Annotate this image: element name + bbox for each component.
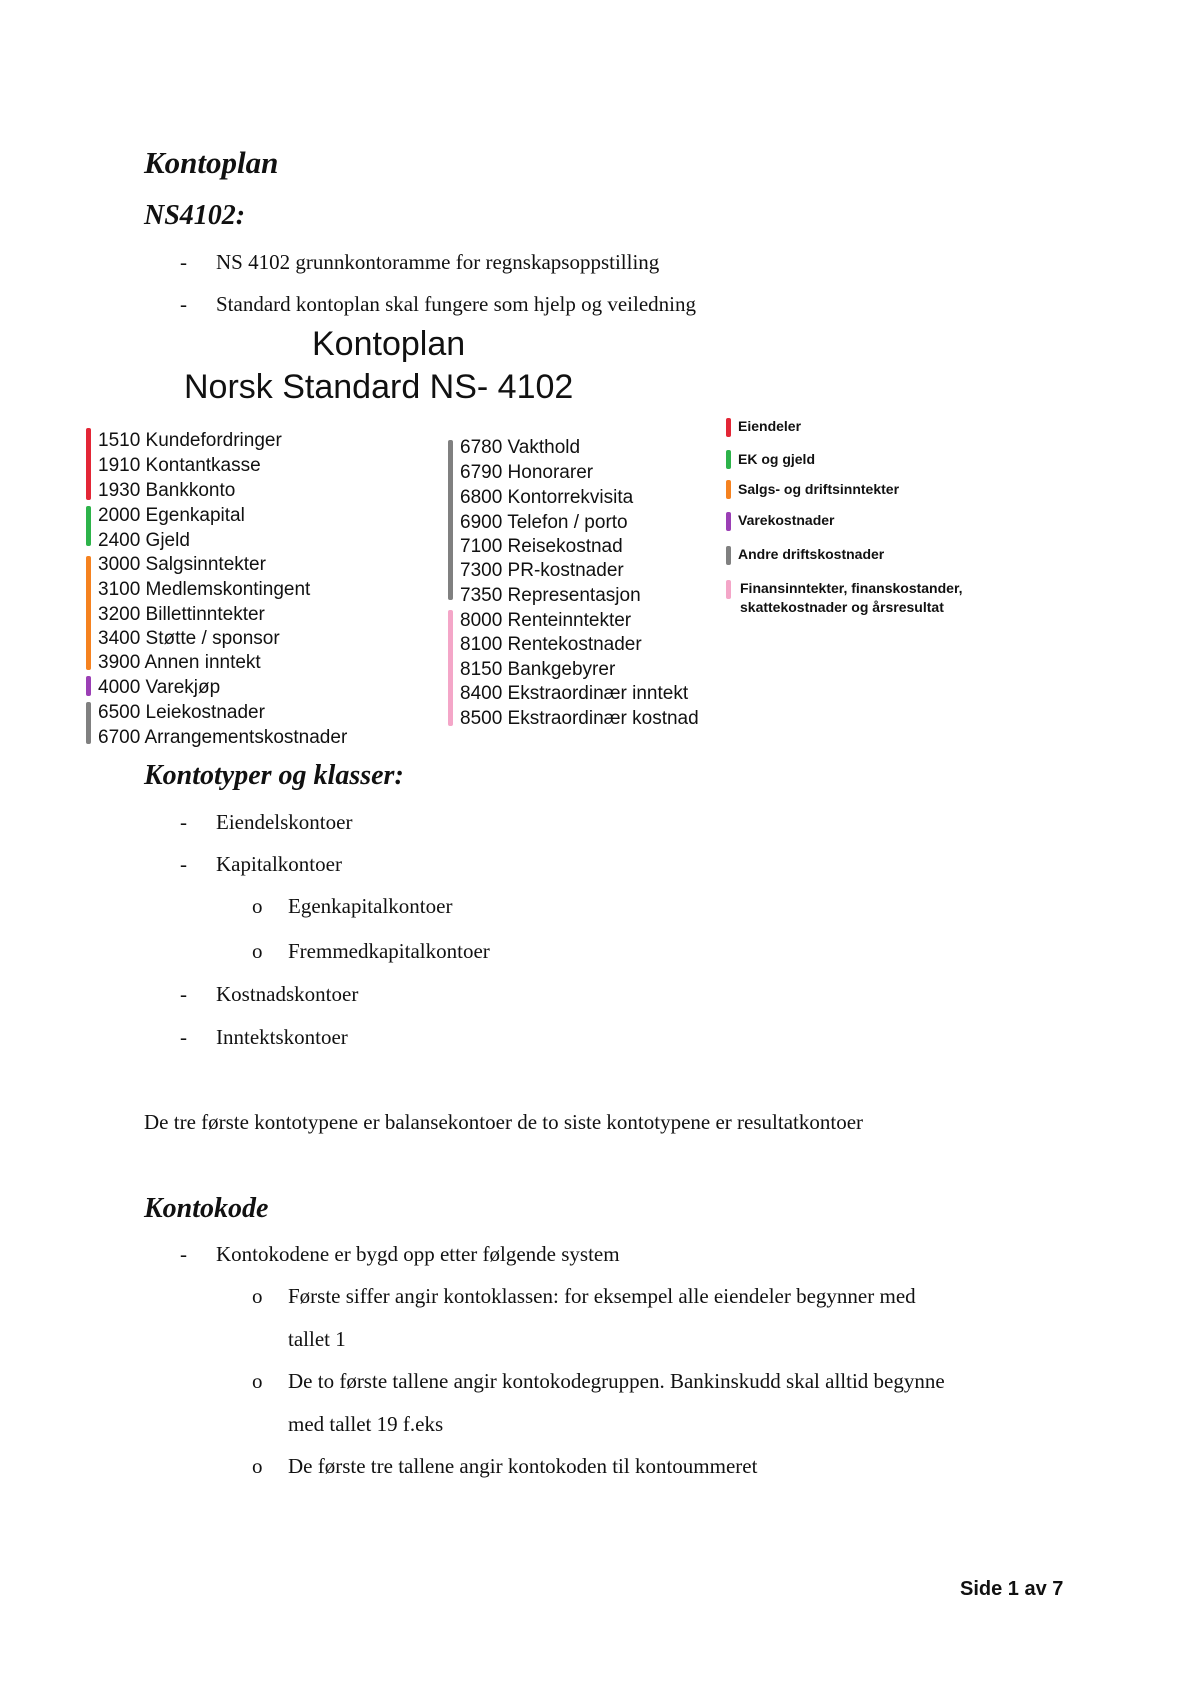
account-row: 1910 Kontantkasse bbox=[98, 455, 261, 476]
category-bar-ek-gjeld bbox=[86, 506, 91, 546]
sub-list-item-text: De første tre tallene angir kontokoden til kontoummeret bbox=[288, 1454, 758, 1478]
section-heading-kontokode: Kontokode bbox=[144, 1193, 269, 1224]
paragraph: De tre første kontotypene er balansekontoer de to siste kontotypene er resultatkontoer bbox=[144, 1110, 864, 1134]
legend-swatch bbox=[726, 546, 731, 565]
image-title: Kontoplan bbox=[312, 325, 466, 363]
dash-marker: - bbox=[180, 1025, 187, 1049]
dash-marker: - bbox=[180, 250, 187, 274]
legend-label: skattekostnader og årsresultat bbox=[740, 599, 944, 615]
legend-swatch bbox=[726, 580, 731, 599]
legend-swatch bbox=[726, 480, 731, 499]
account-row: 7300 PR-kostnader bbox=[460, 560, 624, 581]
list-item-text: Inntektskontoer bbox=[216, 1025, 348, 1049]
account-row: 3200 Billettinntekter bbox=[98, 604, 265, 625]
sub-list-item-text: Første siffer angir kontoklassen: for eksempel alle eiendeler begynner med bbox=[288, 1284, 916, 1308]
legend-swatch bbox=[726, 512, 731, 531]
account-row: 2400 Gjeld bbox=[98, 530, 190, 551]
dash-marker: - bbox=[180, 1242, 187, 1266]
account-row: 8000 Renteinntekter bbox=[460, 610, 632, 631]
section-heading-ns4102: NS4102: bbox=[144, 200, 246, 231]
dash-marker: - bbox=[180, 292, 187, 316]
sub-list-item-text: tallet 1 bbox=[288, 1327, 346, 1351]
legend-swatch bbox=[726, 450, 731, 469]
account-row: 6780 Vakthold bbox=[460, 437, 581, 458]
image-subtitle: Norsk Standard NS- 4102 bbox=[184, 368, 574, 406]
category-bar-driftskostnader bbox=[86, 702, 91, 744]
account-row: 3900 Annen inntekt bbox=[98, 652, 261, 673]
legend-label: Varekostnader bbox=[738, 512, 835, 528]
list-item-text: Kostnadskontoer bbox=[216, 982, 359, 1006]
sub-list-item-text: Egenkapitalkontoer bbox=[288, 894, 453, 918]
circle-bullet: o bbox=[252, 894, 263, 918]
sub-list-item-text: Fremmedkapitalkontoer bbox=[288, 939, 490, 963]
category-bar-inntekter bbox=[86, 556, 91, 670]
account-row: 6500 Leiekostnader bbox=[98, 702, 265, 723]
page-number: Side 1 av 7 bbox=[960, 1578, 1064, 1600]
circle-bullet: o bbox=[252, 1284, 263, 1308]
category-bar-eiendeler bbox=[86, 428, 91, 500]
circle-bullet: o bbox=[252, 939, 263, 963]
account-row: 8100 Rentekostnader bbox=[460, 634, 642, 655]
account-row: 7100 Reisekostnad bbox=[460, 536, 623, 557]
category-bar-driftskostnader bbox=[448, 440, 453, 600]
page-title: Kontoplan bbox=[144, 145, 279, 180]
category-bar-finans bbox=[448, 610, 453, 726]
list-item-text: Standard kontoplan skal fungere som hjelp og veiledning bbox=[216, 292, 696, 316]
legend-label: Eiendeler bbox=[738, 418, 802, 434]
circle-bullet: o bbox=[252, 1369, 263, 1393]
legend-label: EK og gjeld bbox=[738, 451, 815, 467]
account-row: 7350 Representasjon bbox=[460, 585, 641, 606]
account-row: 8500 Ekstraordinær kostnad bbox=[460, 708, 699, 729]
account-row: 6900 Telefon / porto bbox=[460, 512, 628, 533]
account-row: 8400 Ekstraordinær inntekt bbox=[460, 683, 689, 704]
circle-bullet: o bbox=[252, 1454, 263, 1478]
list-item-text: NS 4102 grunnkontoramme for regnskapsoppstilling bbox=[216, 250, 660, 274]
legend-swatch bbox=[726, 418, 731, 437]
section-heading-kontotyper: Kontotyper og klasser: bbox=[144, 760, 404, 791]
account-row: 3100 Medlemskontingent bbox=[98, 579, 311, 600]
dash-marker: - bbox=[180, 852, 187, 876]
legend-label: Finansinntekter, finanskostander, bbox=[740, 580, 963, 596]
category-bar-varekostnader bbox=[86, 676, 91, 696]
dash-marker: - bbox=[180, 810, 187, 834]
legend-label: Andre driftskostnader bbox=[738, 546, 885, 562]
account-row: 4000 Varekjøp bbox=[98, 677, 221, 698]
account-row: 1510 Kundefordringer bbox=[98, 430, 282, 451]
account-row: 3000 Salgsinntekter bbox=[98, 554, 266, 575]
list-item-text: Eiendelskontoer bbox=[216, 810, 353, 834]
sub-list-item-text: De to første tallene angir kontokodegruppen. Bankinskudd skal alltid begynne bbox=[288, 1369, 945, 1393]
list-item-text: Kontokodene er bygd opp etter følgende system bbox=[216, 1242, 620, 1266]
dash-marker: - bbox=[180, 982, 187, 1006]
account-row: 2000 Egenkapital bbox=[98, 505, 245, 526]
account-row: 3400 Støtte / sponsor bbox=[98, 628, 280, 649]
account-row: 8150 Bankgebyrer bbox=[460, 659, 616, 680]
account-row: 6790 Honorarer bbox=[460, 462, 594, 483]
account-row: 1930 Bankkonto bbox=[98, 480, 236, 501]
legend-label: Salgs- og driftsinntekter bbox=[738, 481, 900, 497]
list-item-text: Kapitalkontoer bbox=[216, 852, 342, 876]
sub-list-item-text: med tallet 19 f.eks bbox=[288, 1412, 444, 1436]
account-row: 6800 Kontorrekvisita bbox=[460, 487, 634, 508]
account-row: 6700 Arrangementskostnader bbox=[98, 727, 348, 748]
